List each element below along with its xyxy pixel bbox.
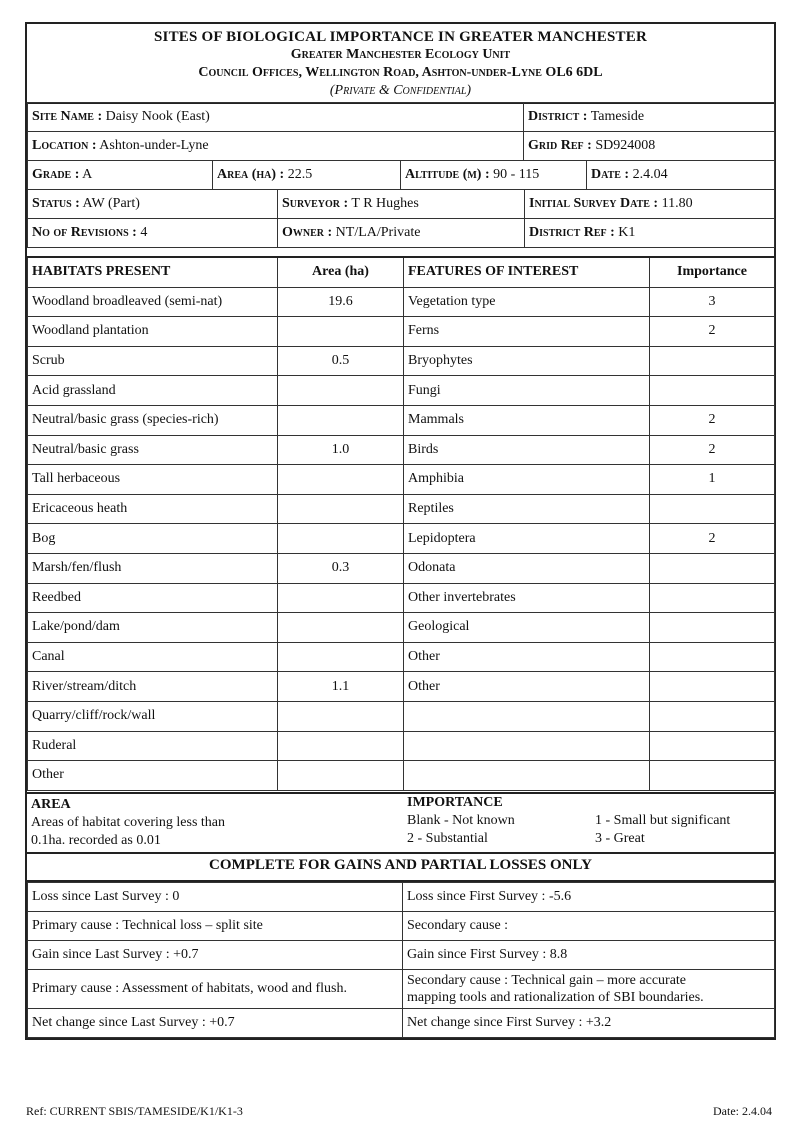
- habitat-name: River/stream/ditch: [28, 672, 278, 702]
- district-ref-value: K1: [618, 225, 636, 240]
- secondary-cause-gain-line2: mapping tools and rationalization of SBI boundaries.: [407, 990, 704, 1005]
- district-ref-label: District Ref :: [529, 225, 615, 240]
- grade-cell: [28, 161, 213, 190]
- footer-ref: Ref: CURRENT SBIS/TAMESIDE/K1/K1-3: [26, 1104, 243, 1118]
- revisions-row: [28, 219, 775, 248]
- initial-survey-label: Initial Survey Date :: [529, 196, 659, 211]
- gains-losses-table: [27, 882, 775, 1038]
- net-first-survey: Net change since First Survey : +3.2: [403, 1009, 775, 1038]
- habitat-row: [28, 317, 775, 347]
- habitat-area: 19.6: [278, 287, 404, 317]
- habitat-name: Quarry/cliff/rock/wall: [28, 701, 278, 731]
- importance-3: 3 - Great: [595, 831, 645, 846]
- feature-name: Geological: [404, 613, 650, 643]
- habitat-area: [278, 761, 404, 791]
- habitat-name: Acid grassland: [28, 376, 278, 406]
- location-cell: [28, 132, 524, 161]
- owner-label: Owner :: [282, 225, 333, 240]
- habitat-row: [28, 287, 775, 317]
- habitat-name: Neutral/basic grass: [28, 435, 278, 465]
- status-label: Status :: [32, 196, 80, 211]
- feature-name: [404, 731, 650, 761]
- habitat-name: Woodland plantation: [28, 317, 278, 347]
- loss-last-survey: Loss since Last Survey : 0: [28, 883, 403, 912]
- habitat-name: Ericaceous heath: [28, 494, 278, 524]
- footer-date: Date: 2.4.04: [713, 1104, 772, 1118]
- feature-name: Amphibia: [404, 465, 650, 495]
- area-note-heading: AREA: [31, 797, 71, 812]
- habitats-header-row: [28, 257, 775, 287]
- habitat-name: Bog: [28, 524, 278, 554]
- feature-importance: [650, 346, 775, 376]
- importance-key-row2: [407, 830, 767, 848]
- habitat-area: [278, 376, 404, 406]
- gain-last-survey: Gain since Last Survey : +0.7: [28, 941, 403, 970]
- feature-importance: 1: [650, 465, 775, 495]
- feature-name: Odonata: [404, 553, 650, 583]
- habitat-row: [28, 376, 775, 406]
- feature-name: Mammals: [404, 405, 650, 435]
- grid-ref-label: Grid Ref :: [528, 138, 592, 153]
- habitat-area: [278, 405, 404, 435]
- feature-importance: [650, 731, 775, 761]
- altitude-cell: [401, 161, 587, 190]
- revisions-value: 4: [140, 225, 148, 240]
- feature-importance: 3: [650, 287, 775, 317]
- habitat-name: Reedbed: [28, 583, 278, 613]
- location-row: [28, 132, 775, 161]
- habitat-area: 0.3: [278, 553, 404, 583]
- habitat-row: [28, 761, 775, 791]
- habitat-area: [278, 583, 404, 613]
- site-name-value: Daisy Nook (East): [105, 109, 210, 124]
- habitat-row: [28, 642, 775, 672]
- district-cell: [524, 103, 775, 132]
- revisions-label: No of Revisions :: [32, 225, 137, 240]
- habitat-row: [28, 494, 775, 524]
- header-title: SITES OF BIOLOGICAL IMPORTANCE IN GREATER MANCHESTER: [153, 29, 647, 45]
- importance-blank: Blank - Not known: [407, 813, 515, 828]
- primary-cause-gain: Primary cause : Assessment of habitats, wood and flush.: [28, 970, 403, 1009]
- grade-value: A: [82, 167, 93, 182]
- cause-row-1: [28, 912, 775, 941]
- habitat-row: [28, 613, 775, 643]
- habitat-row: [28, 701, 775, 731]
- district-ref-cell: [525, 219, 775, 248]
- habitat-area: 1.0: [278, 435, 404, 465]
- site-name-label: Site Name :: [32, 109, 103, 124]
- gain-row: [28, 941, 775, 970]
- habitat-row: [28, 553, 775, 583]
- site-name-cell: [28, 103, 524, 132]
- habitat-row: [28, 524, 775, 554]
- habitat-name: Scrub: [28, 346, 278, 376]
- importance-2: 2 - Substantial: [407, 831, 488, 846]
- col-features-header: FEATURES OF INTEREST: [404, 257, 650, 287]
- feature-name: Vegetation type: [404, 287, 650, 317]
- gain-first-survey: Gain since First Survey : 8.8: [403, 941, 775, 970]
- feature-importance: 2: [650, 435, 775, 465]
- feature-importance: 2: [650, 524, 775, 554]
- habitat-area: [278, 642, 404, 672]
- feature-name: Fungi: [404, 376, 650, 406]
- habitat-row: [28, 435, 775, 465]
- habitat-name: Lake/pond/dam: [28, 613, 278, 643]
- site-name-row: [28, 103, 775, 132]
- feature-name: Birds: [404, 435, 650, 465]
- date-label: Date :: [591, 167, 630, 182]
- habitat-name: Other: [28, 761, 278, 791]
- importance-1: 1 - Small but significant: [595, 813, 731, 828]
- initial-survey-cell: [525, 190, 775, 219]
- grid-ref-cell: [524, 132, 775, 161]
- header-confidential: (Private & Confidential): [329, 83, 472, 98]
- habitat-area: [278, 317, 404, 347]
- area-note-line1: Areas of habitat covering less than: [31, 815, 225, 830]
- cause-row-2: [28, 970, 775, 1009]
- habitat-name: Canal: [28, 642, 278, 672]
- importance-key: [407, 794, 767, 848]
- area-label: Area (ha) :: [217, 167, 285, 182]
- feature-importance: [650, 672, 775, 702]
- grade-row: [28, 161, 775, 190]
- status-cell: [28, 190, 278, 219]
- surveyor-cell: [278, 190, 525, 219]
- habitat-area: 0.5: [278, 346, 404, 376]
- habitat-name: Woodland broadleaved (semi-nat): [28, 287, 278, 317]
- secondary-cause-gain-line1: Secondary cause : Technical gain – more accurate: [407, 973, 687, 988]
- location-label: Location :: [32, 138, 97, 153]
- net-last-survey: Net change since Last Survey : +0.7: [28, 1009, 403, 1038]
- habitat-row: [28, 405, 775, 435]
- feature-name: Reptiles: [404, 494, 650, 524]
- location-value: Ashton-under-Lyne: [99, 138, 209, 153]
- altitude-label: Altitude (m) :: [405, 167, 490, 182]
- altitude-value: 90 - 115: [493, 167, 540, 182]
- area-note: [31, 796, 225, 850]
- status-value: AW (Part): [82, 196, 140, 211]
- complete-heading: COMPLETE FOR GAINS AND PARTIAL LOSSES ONLY: [27, 850, 774, 882]
- habitat-area: [278, 731, 404, 761]
- habitat-area: [278, 465, 404, 495]
- legend-notes: [27, 792, 774, 854]
- site-info-table: [27, 102, 775, 161]
- surveyor-value: T R Hughes: [351, 196, 419, 211]
- district-label: District :: [528, 109, 588, 124]
- area-value: 22.5: [287, 167, 313, 182]
- feature-importance: [650, 701, 775, 731]
- loss-first-survey: Loss since First Survey : -5.6: [403, 883, 775, 912]
- feature-importance: [650, 642, 775, 672]
- feature-importance: [650, 376, 775, 406]
- revisions-cell: [28, 219, 278, 248]
- grid-ref-value: SD924008: [595, 138, 656, 153]
- habitat-area: [278, 701, 404, 731]
- header-organisation: Greater Manchester Ecology Unit: [290, 47, 511, 62]
- status-row: [28, 190, 775, 219]
- secondary-cause-loss: Secondary cause :: [403, 912, 775, 941]
- col-importance-header: Importance: [650, 257, 775, 287]
- site-details-table: [27, 160, 775, 190]
- secondary-cause-gain: [403, 970, 775, 1009]
- col-area-header: Area (ha): [278, 257, 404, 287]
- header-address: Council Offices, Wellington Road, Ashton-under-Lyne OL6 6DL: [198, 65, 603, 80]
- net-row: [28, 1009, 775, 1038]
- grade-label: Grade :: [32, 167, 80, 182]
- col-habitats-header: HABITATS PRESENT: [28, 257, 278, 287]
- feature-name: Other: [404, 672, 650, 702]
- initial-survey-value: 11.80: [661, 196, 693, 211]
- date-cell: [587, 161, 775, 190]
- feature-name: Lepidoptera: [404, 524, 650, 554]
- feature-importance: [650, 761, 775, 791]
- importance-key-row1: [407, 812, 767, 830]
- habitat-name: Marsh/fen/flush: [28, 553, 278, 583]
- habitats-table: [27, 256, 775, 791]
- loss-row: [28, 883, 775, 912]
- feature-importance: [650, 553, 775, 583]
- feature-name: [404, 701, 650, 731]
- habitat-row: [28, 465, 775, 495]
- area-note-line2: 0.1ha. recorded as 0.01: [31, 833, 161, 848]
- feature-importance: 2: [650, 317, 775, 347]
- date-value: 2.4.04: [632, 167, 668, 182]
- feature-name: Other invertebrates: [404, 583, 650, 613]
- feature-importance: 2: [650, 405, 775, 435]
- habitat-row: [28, 346, 775, 376]
- owner-cell: [278, 219, 525, 248]
- feature-importance: [650, 583, 775, 613]
- feature-name: Other: [404, 642, 650, 672]
- habitat-area: 1.1: [278, 672, 404, 702]
- feature-importance: [650, 613, 775, 643]
- feature-name: Bryophytes: [404, 346, 650, 376]
- feature-importance: [650, 494, 775, 524]
- habitat-row: [28, 583, 775, 613]
- habitat-name: Ruderal: [28, 731, 278, 761]
- feature-name: [404, 761, 650, 791]
- survey-table: [27, 189, 775, 248]
- habitat-name: Neutral/basic grass (species-rich): [28, 405, 278, 435]
- sbi-form: [25, 22, 776, 1040]
- habitat-name: Tall herbaceous: [28, 465, 278, 495]
- feature-name: Ferns: [404, 317, 650, 347]
- habitat-area: [278, 494, 404, 524]
- primary-cause-loss: Primary cause : Technical loss – split site: [28, 912, 403, 941]
- habitat-area: [278, 524, 404, 554]
- area-cell: [213, 161, 401, 190]
- habitat-area: [278, 613, 404, 643]
- owner-value: NT/LA/Private: [335, 225, 421, 240]
- habitat-row: [28, 731, 775, 761]
- form-header: [27, 24, 774, 104]
- importance-key-heading: IMPORTANCE: [407, 795, 503, 810]
- district-value: Tameside: [590, 109, 645, 124]
- habitat-row: [28, 672, 775, 702]
- surveyor-label: Surveyor :: [282, 196, 349, 211]
